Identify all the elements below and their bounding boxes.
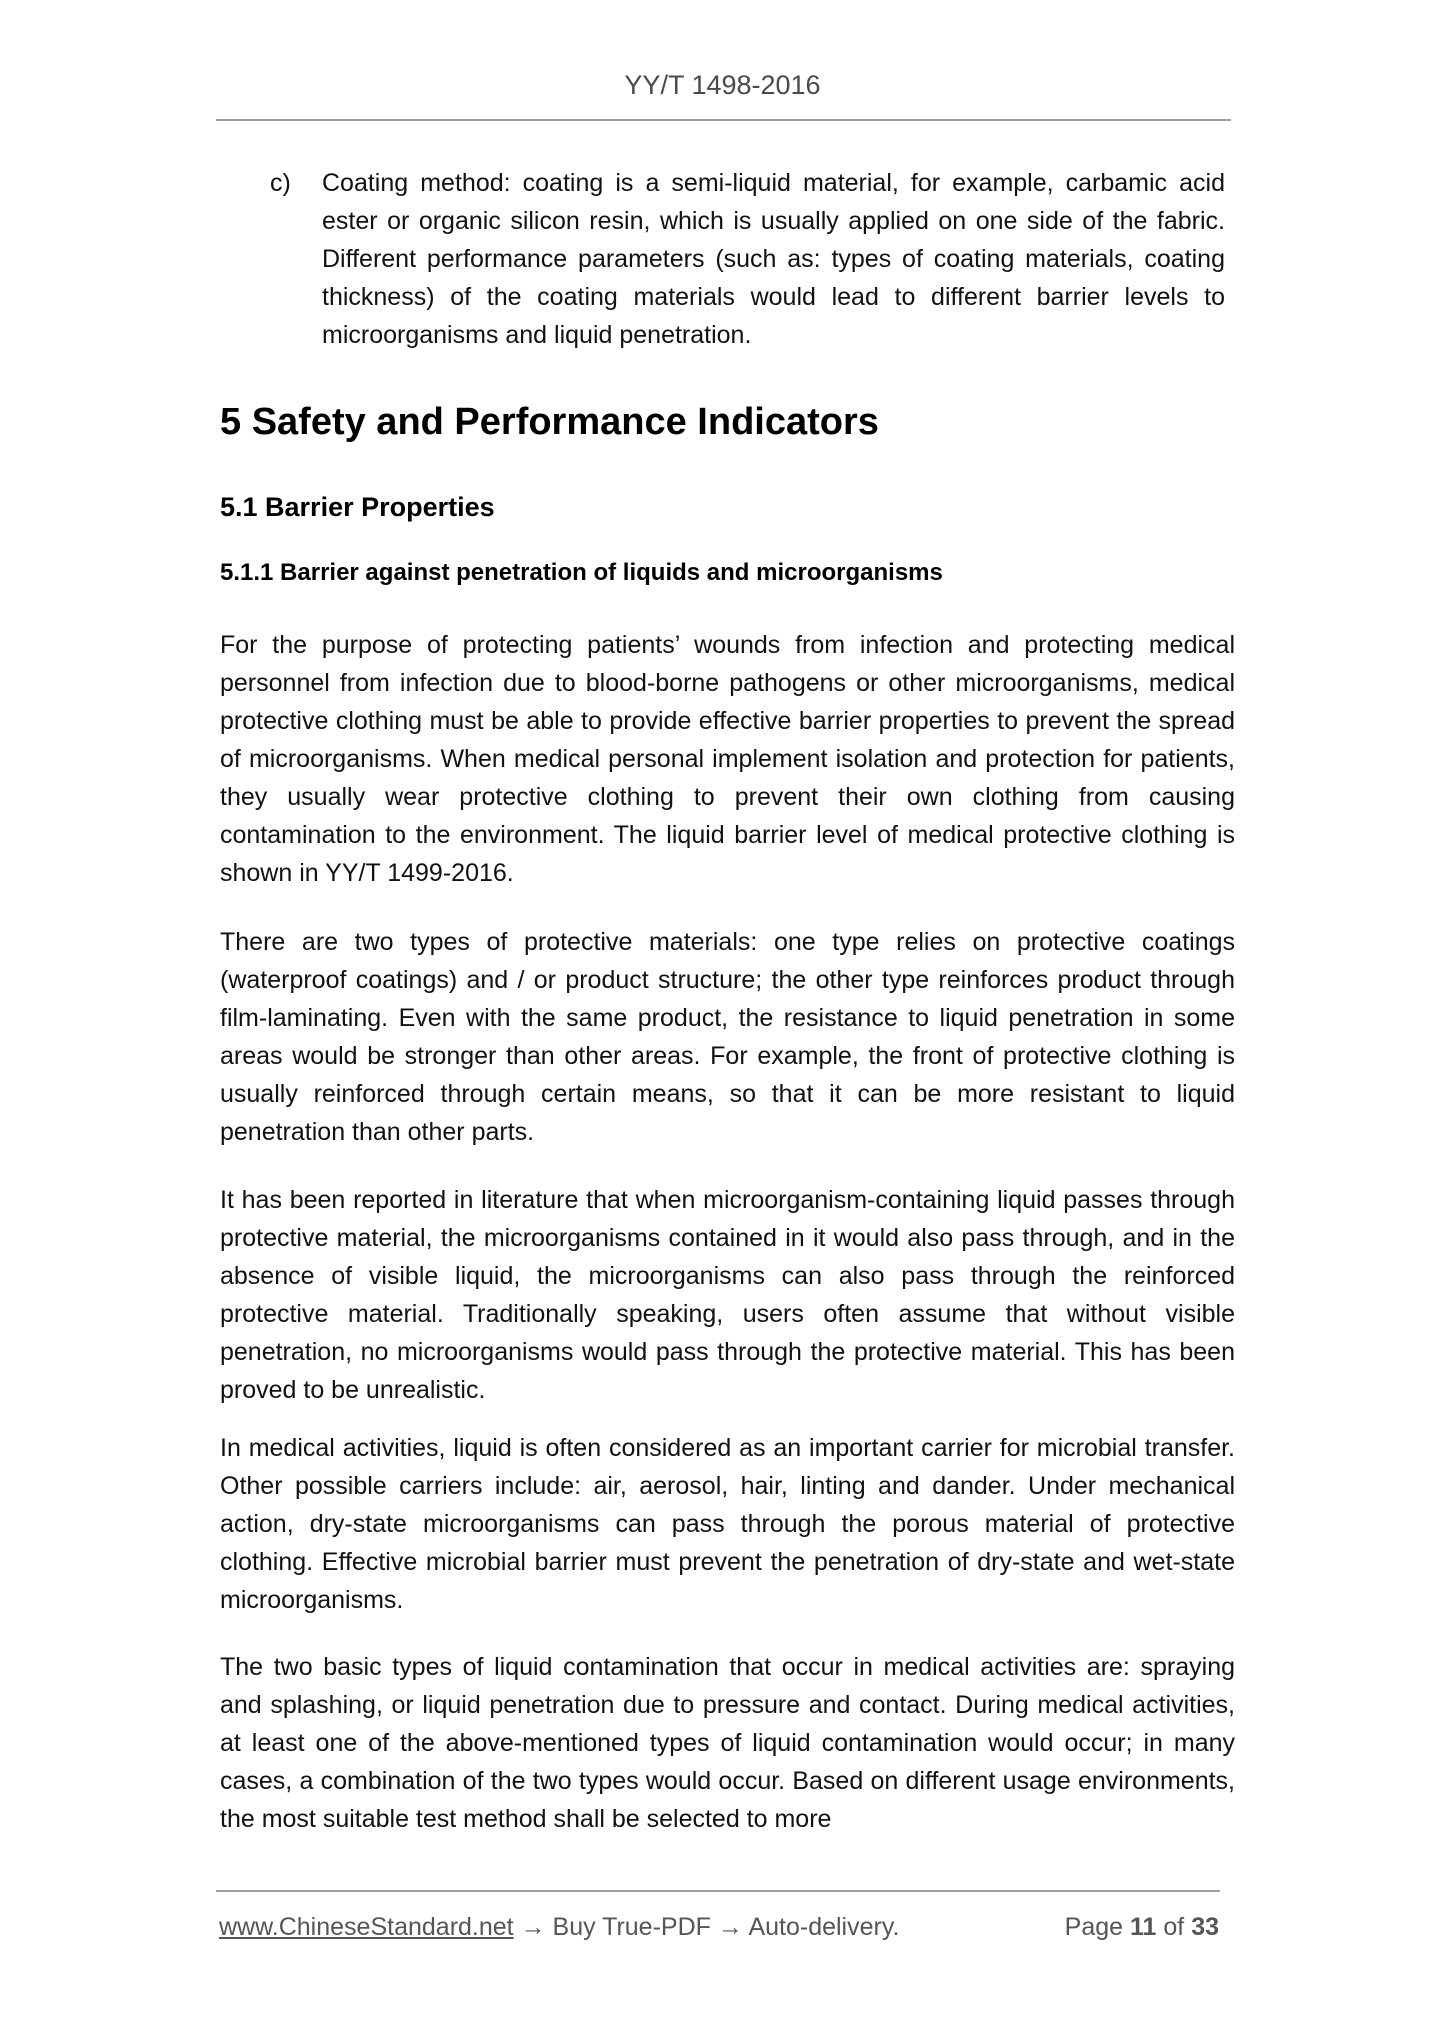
- list-item-label: c): [270, 169, 291, 197]
- arrow-right-icon: →: [520, 1913, 546, 1941]
- paragraph: In medical activities, liquid is often considered as an important carrier for microbial transfer. Other possible carriers include: air, aerosol, hair, linting and dander. Under mechanical action, dry-state microorganisms can pass through the porous material of protective clothing. Effective microbial barrier must prevent the penetration of dry-state and wet-state microorganisms.: [220, 1434, 1235, 1614]
- page-label: Page: [1064, 1913, 1124, 1941]
- document-header-code: YY/T 1498-2016: [624, 70, 821, 100]
- section-heading: 5 Safety and Performance Indicators: [220, 401, 879, 443]
- paragraph: For the purpose of protecting patients’ wounds from infection and protecting medical personnel from infection due to blood-borne pathogens or other microorganisms, medical protective clothing must be able to provide effective barrier properties to prevent the spread of microorganisms. When medical personal implement isolation and protection for patients, they usually wear protective clothing to prevent their own clothing from causing contamination to the environment. The liquid barrier level of medical protective clothing is shown in YY/T 1499-2016.: [220, 631, 1235, 887]
- page-number: [1065, 1911, 1219, 1943]
- arrow-right-icon: →: [717, 1913, 743, 1941]
- paragraph: The two basic types of liquid contamination that occur in medical activities are: spraying and splashing, or liquid penetration due to pressure and contact. During medical activities, at least one of the above-mentioned types of liquid contamination would occur; in many cases, a combination of the two types would occur. Based on different usage environments, the most suitable test method shall be selected to more: [220, 1653, 1235, 1833]
- list-item-text: Coating method: coating is a semi-liquid material, for example, carbamic acid ester or organic silicon resin, which is usually applied on one side of the fabric. Different performance parameters (such as: types of coating materials, coating thickness) of the coating materials would lead to different barrier levels to microorganisms and liquid penetration.: [322, 169, 1225, 349]
- header-divider: [216, 119, 1231, 121]
- subsection-heading: 5.1 Barrier Properties: [220, 492, 495, 522]
- page-total: 33: [1191, 1913, 1219, 1941]
- footer-divider: [216, 1890, 1220, 1892]
- page-current: 11: [1129, 1913, 1157, 1941]
- website-link[interactable]: www.ChineseStandard.net: [219, 1913, 514, 1941]
- paragraph: There are two types of protective materials: one type relies on protective coatings (waterproof coatings) and / or product structure; the other type reinforces product through film-laminating. Even with the same product, the resistance to liquid penetration in some areas would be stronger than other areas. For example, the front of protective clothing is usually reinforced through certain means, so that it can be more resistant to liquid penetration than other parts.: [220, 928, 1235, 1146]
- subsubsection-heading: 5.1.1 Barrier against penetration of liquids and microorganisms: [220, 559, 943, 586]
- page-footer: [219, 1911, 1219, 1943]
- buy-pdf-text: Buy True-PDF: [552, 1913, 711, 1941]
- paragraph: It has been reported in literature that when microorganism-containing liquid passes through protective material, the microorganisms contained in it would also pass through, and in the absence of visible liquid, the microorganisms can also pass through the reinforced protective material. Traditionally speaking, users often assume that without visible penetration, no microorganisms would pass through the protective material. This has been proved to be unrealistic.: [220, 1186, 1235, 1404]
- auto-delivery-text: Auto-delivery.: [748, 1913, 900, 1941]
- page-of-label: of: [1163, 1913, 1185, 1941]
